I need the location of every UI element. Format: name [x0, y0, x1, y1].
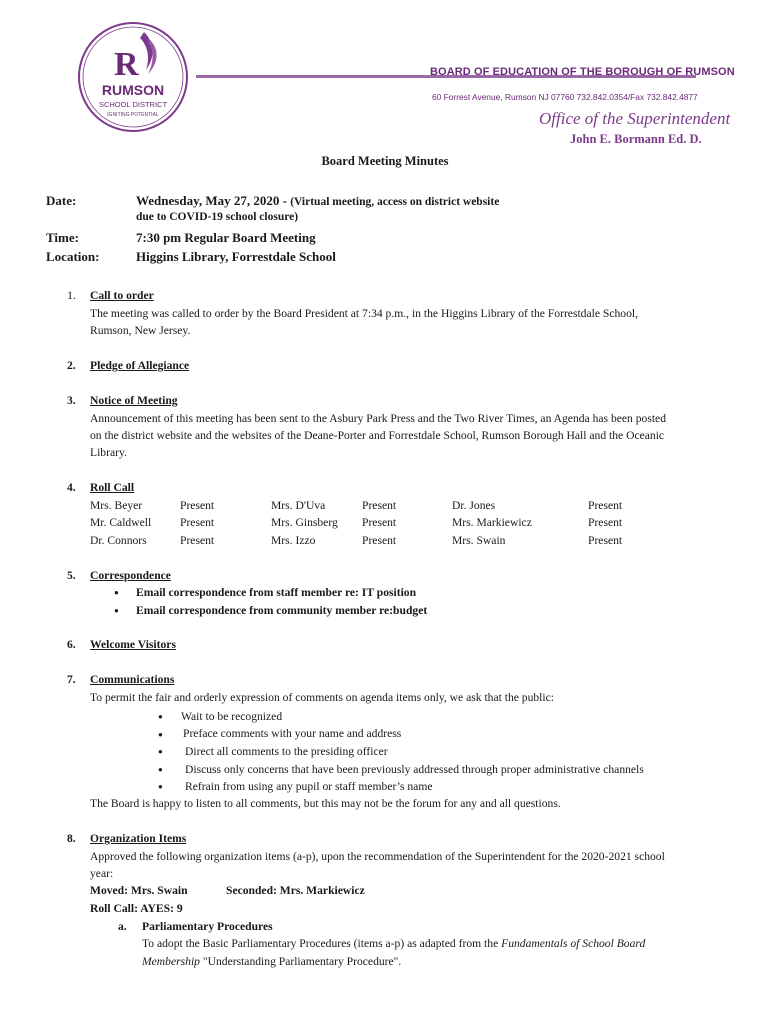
bullet-icon: ● [158, 765, 163, 774]
communications-rule: Direct all comments to the presiding officer [185, 745, 388, 758]
item-text: year: [90, 867, 114, 880]
bullet-icon: ● [158, 747, 163, 756]
motion-roll-call: Roll Call: AYES: 9 [90, 902, 183, 915]
roll-status: Present [362, 534, 397, 547]
location-label: Location: [46, 249, 100, 264]
date-value: Wednesday, May 27, 2020 - [136, 193, 291, 208]
item-text: on the district website and the websites of the Deane-Porter and Forrestdale School, Rumson Borough Hall and the Oceanic [90, 429, 665, 442]
communications-rule: Wait to be recognized [181, 710, 283, 723]
logo-sub: SCHOOL DISTRICT [98, 100, 168, 109]
roll-status: Present [362, 499, 397, 512]
item-heading-notice: Notice of Meeting [90, 394, 178, 407]
superintendent-name: John E. Bormann Ed. D. [570, 132, 702, 146]
roll-status: Present [180, 516, 215, 529]
item-text: Rumson, New Jersey. [90, 324, 191, 337]
item-number: 7. [67, 673, 76, 686]
roll-name: Mr. Caldwell [90, 516, 152, 529]
bullet-icon: ● [158, 782, 163, 791]
date-label: Date: [46, 193, 77, 208]
time-value: 7:30 pm Regular Board Meeting [136, 230, 316, 245]
logo-name: RUMSON [101, 82, 165, 98]
item-number: 5. [67, 569, 76, 582]
sub-item-letter: a. [118, 920, 127, 933]
item-heading-communications: Communications [90, 673, 175, 686]
date-note: (Virtual meeting, access on district website [290, 196, 500, 208]
item-heading-call-to-order: Call to order [90, 289, 154, 302]
page-title: Board Meeting Minutes [321, 154, 449, 168]
communications-rule: Discuss only concerns that have been previously addressed through proper administrative channels [185, 763, 644, 776]
item-text: The Board is happy to listen to all comments, but this may not be the forum for any and all questions. [90, 797, 561, 810]
item-number: 4. [67, 481, 76, 494]
item-number: 6. [67, 638, 76, 651]
date-note-2: due to COVID-19 school closure) [136, 211, 299, 223]
item-text: The meeting was called to order by the Board President at 7:34 p.m., in the Higgins Library of the Forrestdale School, [90, 307, 638, 320]
sub-item-italic: Fundamentals of School Board [501, 937, 646, 950]
roll-status: Present [180, 534, 215, 547]
sub-item-text: "Understanding Parliamentary Procedure". [199, 955, 402, 968]
roll-name: Mrs. Swain [452, 534, 506, 547]
roll-name: Dr. Connors [90, 534, 147, 547]
roll-name: Mrs. Beyer [90, 499, 143, 512]
motion-moved: Moved: Mrs. Swain [90, 884, 188, 897]
item-text: Announcement of this meeting has been sent to the Asbury Park Press and the Two River Times, an Agenda has been posted [90, 412, 666, 425]
bullet-icon: ● [158, 712, 163, 721]
motion-seconded: Seconded: Mrs. Markiewicz [226, 884, 365, 897]
roll-status: Present [588, 534, 623, 547]
roll-status: Present [588, 499, 623, 512]
org-address: 60 Forrest Avenue, Rumson NJ 07760 732.842.0354/Fax 732.842.4877 [432, 92, 698, 102]
sub-item-italic: Membership [142, 955, 200, 968]
office-title: Office of the Superintendent [539, 109, 731, 128]
item-text: Approved the following organization items (a-p), upon the recommendation of the Superintendent for the 2020-2021 school [90, 850, 665, 863]
item-heading-roll-call: Roll Call [90, 481, 135, 494]
item-heading-pledge: Pledge of Allegiance [90, 359, 190, 372]
roll-name: Mrs. Ginsberg [271, 516, 338, 529]
roll-status: Present [362, 516, 397, 529]
sub-item-text-line2 [142, 955, 401, 968]
roll-status: Present [588, 516, 623, 529]
item-number: 8. [67, 832, 76, 845]
communications-rule: Refrain from using any pupil or staff member’s name [185, 780, 433, 793]
roll-name: Mrs. Markiewicz [452, 516, 532, 529]
item-text: Library. [90, 446, 127, 459]
district-logo [76, 20, 190, 134]
item-number: 2. [67, 359, 76, 372]
logo-letter: R [114, 46, 139, 83]
item-heading-correspondence: Correspondence [90, 569, 171, 582]
item-text: To permit the fair and orderly expression of comments on agenda items only, we ask that the public: [90, 691, 554, 704]
org-name: BOARD OF EDUCATION OF THE BOROUGH OF RUMSON [430, 66, 735, 78]
bullet-icon: ● [114, 588, 119, 597]
item-number: 3. [67, 394, 76, 407]
logo-tagline: IGNITING POTENTIAL [107, 112, 159, 118]
roll-name: Dr. Jones [452, 499, 496, 512]
correspondence-item: Email correspondence from staff member re: IT position [136, 586, 417, 599]
roll-name: Mrs. D'Uva [271, 499, 326, 512]
item-heading-organization: Organization Items [90, 832, 187, 845]
sub-item-heading: Parliamentary Procedures [142, 920, 273, 933]
roll-status: Present [180, 499, 215, 512]
location-value: Higgins Library, Forrestdale School [136, 249, 336, 264]
roll-name: Mrs. Izzo [271, 534, 316, 547]
date-value-line [136, 193, 499, 209]
correspondence-item: Email correspondence from community member re:budget [136, 604, 428, 617]
time-label: Time: [46, 230, 79, 245]
item-heading-visitors: Welcome Visitors [90, 638, 176, 651]
bullet-icon: ● [114, 606, 119, 615]
item-number: 1. [67, 288, 76, 302]
communications-rule: Preface comments with your name and address [183, 727, 402, 740]
sub-item-text-line1 [142, 937, 645, 950]
sub-item-text: To adopt the Basic Parliamentary Procedures (items a-p) as adapted from the [142, 937, 502, 950]
bullet-icon: ● [158, 730, 163, 739]
